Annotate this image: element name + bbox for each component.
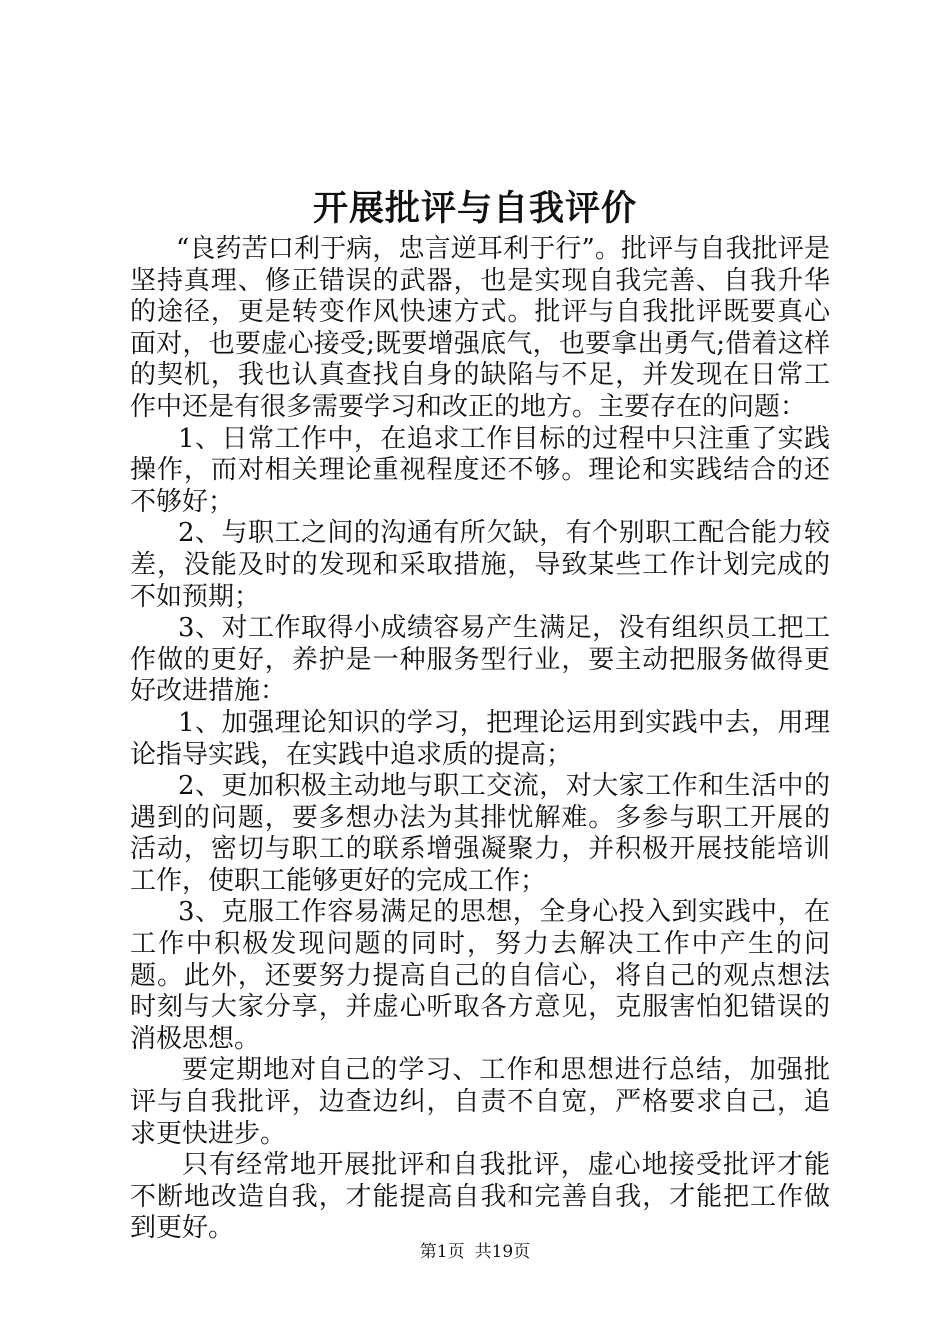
summary-paragraph: 要定期地对自己的学习、工作和思想进行总结，加强批评与自我批评，边查边纠，自责不自宽，严格要求自己，追求更快进步。 <box>130 1055 830 1149</box>
problem-item-2: 2、与职工之间的沟通有所欠缺，有个别职工配合能力较差，没能及时的发现和采取措施，导致某些工作计划完成的不如预期； <box>130 518 830 612</box>
page-number: 第1页 <box>419 1242 465 1262</box>
document-title: 开展批评与自我评价 <box>312 188 637 229</box>
measure-item-3: 3、克服工作容易满足的思想，全身心投入到实践中，在工作中积极发现问题的同时，努力去解决工作中产生的问题。此外，还要努力提高自己的自信心，将自己的观点想法时刻与大家分享，并虚心听取各方意见，克服害怕犯错误的消极思想。 <box>130 897 830 1054</box>
document-body <box>130 234 830 1245</box>
intro-paragraph: “良药苦口利于病，忠言逆耳利于行”。批评与自我批评是坚持真理、修正错误的武器，也是实现自我完善、自我升华的途径，更是转变作风快速方式。批评与自我批评既要真心面对，也要虚心接受;既要增强底气，也要拿出勇气;借着这样的契机，我也认真查找自身的缺陷与不足，并发现在日常工作中还是有很多需要学习和改正的地方。主要存在的问题： <box>130 234 830 422</box>
problem-item-3: 3、对工作取得小成绩容易产生满足，没有组织员工把工作做的更好，养护是一种服务型行业，要主动把服务做得更好改进措施： <box>130 613 830 707</box>
page-total: 共19页 <box>474 1242 531 1262</box>
measure-item-1: 1、加强理论知识的学习，把理论运用到实践中去，用理论指导实践，在实践中追求质的提高； <box>130 707 830 770</box>
closing-paragraph: 只有经常地开展批评和自我批评，虚心地接受批评才能不断地改造自我，才能提高自我和完善自我，才能把工作做到更好。 <box>130 1150 830 1244</box>
measure-item-2: 2、更加积极主动地与职工交流，对大家工作和生活中的遇到的问题，要多想办法为其排忧解难。多参与职工开展的活动，密切与职工的联系增强凝聚力，并积极开展技能培训工作，使职工能够更好的完成工作； <box>130 771 830 896</box>
page-footer <box>0 1240 950 1264</box>
problem-item-1: 1、日常工作中，在追求工作目标的过程中只注重了实践操作，而对相关理论重视程度还不够。理论和实践结合的还不够好； <box>130 423 830 517</box>
